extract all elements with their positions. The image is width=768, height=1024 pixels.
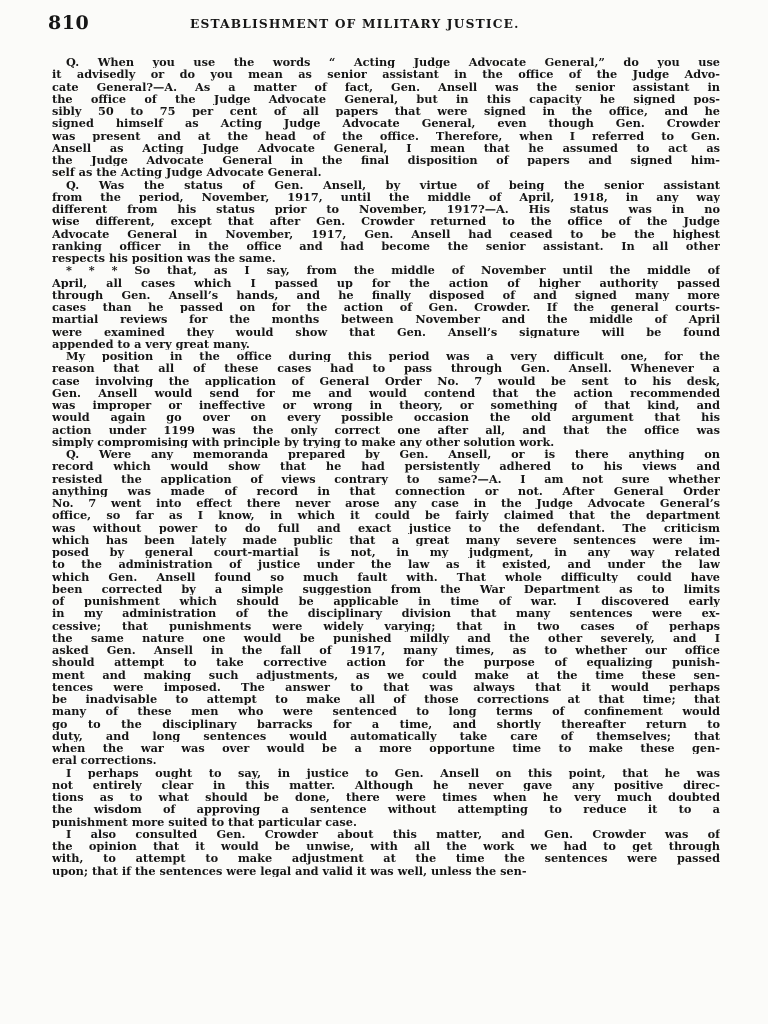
text-line: it advisedly or do you mean as senior assistant in the office of the Judge Advo-: [52, 68, 720, 81]
text-line: to the administration of justice under the law as it existed, and under the law: [52, 558, 720, 571]
text-line: Advocate General in November, 1917, Gen. Ansell had ceased to be the highest: [52, 227, 720, 240]
text-line: asked Gen. Ansell in the fall of 1917, many times, as to whether our office: [52, 644, 720, 657]
text-line: upon; that if the sentences were legal and valid it was well, unless the sen-: [52, 864, 527, 877]
text-line: of punishment which should be applicable in time of war. I discovered early: [52, 595, 720, 608]
text-line: I perhaps ought to say, in justice to Gen. Ansell on this point, that he was: [66, 766, 720, 779]
text-line: ranking officer in the office and had become the senior assistant. In all other: [52, 239, 720, 252]
text-line: would again go over on every possible occasion the old argument that his: [52, 411, 720, 424]
text-line: the opinion that it would be unwise, with all the work we had to get through: [52, 840, 720, 853]
text-line: self as the Acting Judge Advocate General.: [52, 166, 322, 179]
text-line: was present and at the head of the office. Therefore, when I referred to Gen.: [52, 129, 720, 142]
text-line: be inadvisable to attempt to make all of those corrections at that time; that: [52, 693, 720, 706]
page-header: [48, 12, 720, 46]
text-line: with, to attempt to make adjustment at the time the sentences were passed: [52, 852, 720, 865]
text-line: was without power to do full and exact justice to the defendant. The criticism: [52, 521, 720, 534]
text-line: appended to a very great many.: [52, 337, 250, 350]
text-line: from the period, November, 1917, until the middle of April, 1918, in any way: [52, 190, 720, 203]
text-line: through Gen. Ansell’s hands, and he finally disposed of and signed many more: [52, 288, 720, 301]
text-line: action under 1199 was the only correct one after all, and that the office was: [52, 423, 720, 436]
page-number: 810: [48, 12, 90, 34]
text-line: No. 7 went into effect there never arose any case in the Judge Advocate General’s: [52, 497, 720, 510]
text-line: in my administration of the disciplinary division that many sentences were ex-: [52, 607, 720, 620]
text-line: tences were imposed. The answer to that was always that it would perhaps: [52, 680, 720, 693]
text-line: the Judge Advocate General in the final disposition of papers and signed him-: [52, 154, 720, 167]
text-line: cessive; that punishments were widely varying; that in two cases of perhaps: [52, 619, 720, 632]
text-line: reason that all of these cases had to pass through Gen. Ansell. Whenever a: [52, 362, 720, 375]
text-line: were examined they would show that Gen. Ansell’s signature will be found: [52, 325, 720, 338]
text-line: the same nature one would be punished mildly and the other severely, and I: [52, 631, 720, 644]
text-line: * * * So that, as I say, from the middle of November until the middle of: [66, 264, 720, 277]
text-line: tions as to what should be done, there were times when he very much doubted: [52, 791, 720, 804]
text-line: martial reviews for the months between November and the middle of April: [52, 313, 720, 326]
text-line: the wisdom of approving a sentence without attempting to reduce it to a: [52, 803, 720, 816]
text-line: Gen. Ansell would send for me and would contend that the action recommended: [52, 386, 720, 399]
text-line: April, all cases which I passed up for the action of higher authority passed: [52, 276, 720, 289]
text-line: wise different, except that after Gen. Crowder returned to the office of the Judge: [52, 215, 720, 228]
text-line: go to the disciplinary barracks for a time, and shortly thereafter return to: [52, 717, 720, 730]
text-line: case involving the application of General Order No. 7 would be sent to his desk,: [52, 374, 720, 387]
text-line: different from his status prior to November, 1917?—A. His status was in no: [52, 203, 720, 216]
text-line: the office of the Judge Advocate General, but in this capacity he signed pos-: [52, 92, 720, 105]
text-line: cate General?—A. As a matter of fact, Gen. Ansell was the senior assistant in: [52, 80, 720, 93]
text-line: been corrected by a simple suggestion from the War Department as to limits: [52, 582, 720, 595]
text-line: Q. When you use the words “ Acting Judge Advocate General,” do you use: [66, 56, 720, 69]
text-line: punishment more suited to that particular case.: [52, 815, 357, 828]
text-line: not entirely clear in this matter. Although he never gave any positive direc-: [52, 778, 720, 791]
text-line: record which would show that he had persistently adhered to his views and: [52, 460, 720, 473]
text-line: office, so far as I know, in which it could be fairly claimed that the department: [52, 509, 720, 522]
text-line: duty, and long sentences would automatically take care of themselves; that: [52, 729, 720, 742]
text-line: resisted the application of views contrary to same?—A. I am not sure whether: [52, 472, 720, 485]
text-line: should attempt to take corrective action for the purpose of equalizing punish-: [52, 656, 720, 669]
text-line: Q. Were any memoranda prepared by Gen. Ansell, or is there anything on: [66, 448, 720, 461]
text-line: signed himself as Acting Judge Advocate General, even though Gen. Crowder: [52, 117, 720, 130]
text-line: sibly 50 to 75 per cent of all papers that were signed in the office, and he: [52, 105, 720, 118]
text-line: when the war was over would be a more opportune time to make these gen-: [52, 742, 720, 755]
text-line: eral corrections.: [52, 754, 157, 767]
text-line: Q. Was the status of Gen. Ansell, by virtue of being the senior assistant: [66, 178, 720, 191]
text-line: I also consulted Gen. Crowder about this matter, and Gen. Crowder was of: [66, 827, 720, 840]
text-line: simply compromising with principle by trying to make any other solution work.: [52, 435, 555, 448]
text-line: which has been lately made public that a great many severe sentences were im-: [52, 533, 720, 546]
text-line: many of these men who were sentenced to long terms of confinement would: [52, 705, 720, 718]
text-line: was improper or ineffective or wrong in theory, or something of that kind, and: [52, 399, 720, 412]
text-line: anything was made of record in that connection or not. After General Order: [52, 484, 720, 497]
text-line: respects his position was the same.: [52, 252, 276, 265]
text-line: cases than he passed on for the action of Gen. Crowder. If the general courts-: [52, 301, 720, 314]
text-line: ment and making such adjustments, as we could make at the time these sen-: [52, 668, 720, 681]
text-line: which Gen. Ansell found so much fault with. That whole difficulty could have: [52, 570, 720, 583]
text-line: posed by general court-martial is not, in my judgment, in any way related: [52, 546, 720, 559]
running-head: ESTABLISHMENT OF MILITARY JUSTICE.: [190, 17, 520, 31]
text-line: Ansell as Acting Judge Advocate General, I mean that he assumed to act as: [52, 141, 720, 154]
body-text: [52, 56, 720, 877]
text-line: My position in the office during this period was a very difficult one, for the: [66, 350, 720, 363]
